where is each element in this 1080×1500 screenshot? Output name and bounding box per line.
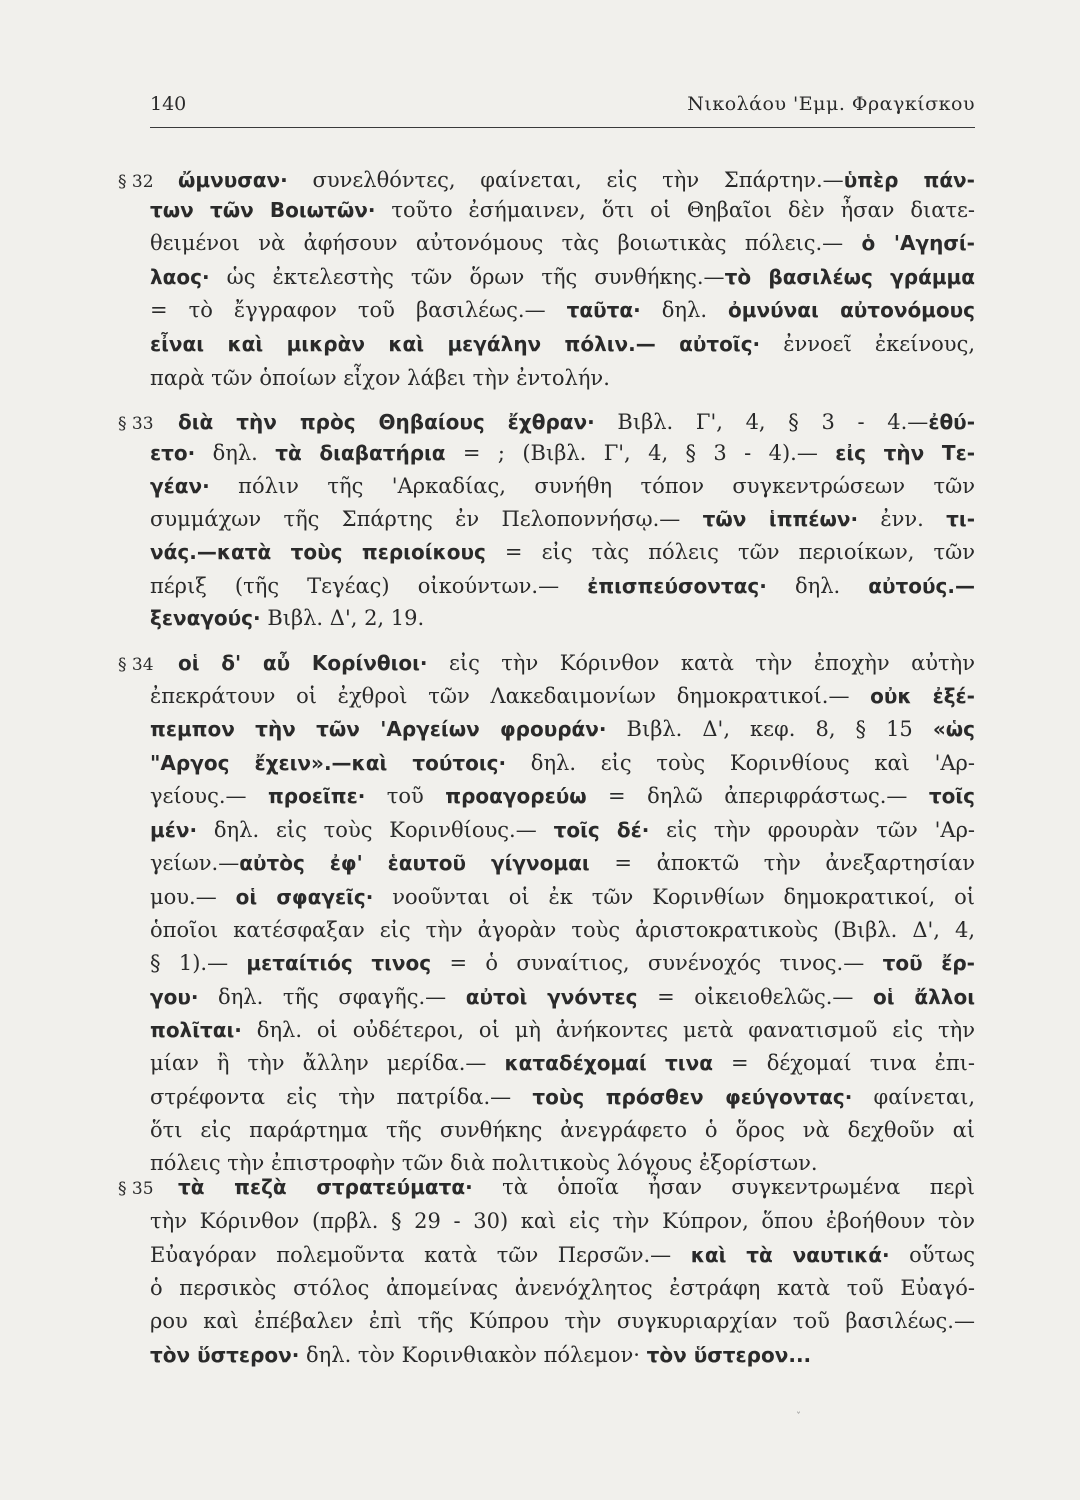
text-line xyxy=(150,1309,975,1333)
text-line xyxy=(150,1151,975,1175)
gloss: = ἀποκτῶ τὴν ἀνεξαρτησίαν xyxy=(589,851,976,875)
gloss: γείων.— xyxy=(150,851,240,875)
gloss: Βιβλ. Δ', 2, 19. xyxy=(260,606,425,630)
lemma: αὐτοὶ γνόντες xyxy=(465,985,638,1009)
text-line xyxy=(178,410,975,434)
gloss: δηλ. xyxy=(766,574,869,598)
lemma: τοὺς πρόσθεν φεύγοντας· xyxy=(532,1085,853,1109)
text-line xyxy=(150,784,975,808)
pencil-mark: ˇ xyxy=(796,1412,801,1423)
lemma: τῶν ἱππέων· xyxy=(702,507,859,531)
text-line xyxy=(150,366,975,390)
gloss: δηλ. οἱ οὐδέτεροι, οἱ μὴ ἀνήκοντες μετὰ φανατισμοῦ εἰς τὴν xyxy=(241,1018,975,1042)
lemma: λαος· xyxy=(150,265,210,289)
gloss: μου.— xyxy=(150,885,236,909)
text-line xyxy=(150,851,975,875)
gloss: συνελθόντες, φαίνεται, εἰς τὴν Σπάρτην.— xyxy=(287,168,844,192)
gloss: παρὰ τῶν ὁποίων εἶχον λάβει τὴν ἐντολήν. xyxy=(150,366,610,390)
gloss: τὰ ὁποῖα ἦσαν συγκεντρωμένα περὶ xyxy=(472,1175,975,1199)
lemma: ὁ 'Αγησί- xyxy=(861,231,975,255)
gloss: νοοῦνται οἱ ἐκ τῶν Κορινθίων δημοκρατικοί, οἱ xyxy=(373,885,975,909)
text-line xyxy=(178,651,975,675)
gloss: ρου καὶ ἐπέβαλεν ἐπὶ τῆς Κύπρου τὴν συγκυριαρχίαν τοῦ βασιλέως.— xyxy=(150,1309,975,1333)
text-line xyxy=(150,507,975,531)
gloss: τοῦ xyxy=(365,784,446,808)
lemma: εἰς τὴν Τε- xyxy=(835,441,976,465)
text-line xyxy=(150,265,975,289)
gloss: ὅτι εἰς παράρτημα τῆς συνθήκης ἀνεγράφετο ὁ ὅρος νὰ δεχθοῦν αἱ xyxy=(150,1118,975,1142)
text-line xyxy=(150,231,975,255)
lemma: ταῦτα· xyxy=(566,298,641,322)
lemma: ὤμνυσαν· xyxy=(178,168,288,192)
page-number: 140 xyxy=(150,93,187,115)
gloss: εἰς τὴν Κόρινθον κατὰ τὴν ἐποχὴν αὐτὴν xyxy=(427,651,975,675)
gloss: δηλ. εἰς τοὺς Κορινθίους καὶ 'Αρ- xyxy=(506,751,975,775)
gloss: ἐπεκράτουν οἱ ἐχθροὶ τῶν Λακεδαιμονίων δημοκρατικοί.— xyxy=(150,684,871,708)
gloss: στρέφοντα εἰς τὴν πατρίδα.— xyxy=(150,1085,533,1109)
lemma: τι- xyxy=(946,507,975,531)
text-line xyxy=(150,985,975,1009)
gloss: § 1).— xyxy=(150,951,247,975)
lemma: ἐπισπεύσοντας· xyxy=(587,574,767,598)
text-line xyxy=(150,1343,975,1367)
lemma: ὑπὲρ πάν- xyxy=(843,168,975,192)
gloss: ὁποῖοι κατέσφαξαν εἰς τὴν ἀγορὰν τοὺς ἀριστοκρατικοὺς (Βιβλ. Δ', 4, xyxy=(150,918,975,942)
text-line xyxy=(150,474,975,498)
lemma: εἶναι καὶ μικρὰν καὶ μεγάλην πόλιν.— αὐτοῖς· xyxy=(150,332,761,356)
lemma: ξεναγούς· xyxy=(150,606,261,630)
section-number: § 35 xyxy=(118,1179,154,1199)
page-header xyxy=(150,93,975,128)
gloss: = δηλῶ ἀπεριφράστως.— xyxy=(586,784,929,808)
text-line xyxy=(150,540,975,564)
lemma: μεταίτιός τινος xyxy=(246,951,432,975)
lemma: ὀμνύναι αὐτονόμους xyxy=(728,298,975,322)
text-line xyxy=(150,1209,975,1233)
gloss: γείους.— xyxy=(150,784,268,808)
lemma: πεμπον τὴν τῶν 'Αργείων φρουράν· xyxy=(150,717,607,741)
lemma: προαγορεύω xyxy=(445,784,587,808)
text-line xyxy=(150,818,975,842)
gloss: τὴν Κόρινθον (πρβλ. § 29 - 30) καὶ εἰς τὴν Κύπρον, ὅπου ἐβοήθουν τὸν xyxy=(150,1209,975,1233)
gloss: δηλ. εἰς τοὺς Κορινθίους.— xyxy=(197,818,554,842)
gloss: μίαν ἢ τὴν ἄλλην μερίδα.— xyxy=(150,1051,505,1075)
lemma: οἱ σφαγεῖς· xyxy=(235,885,374,909)
lemma: οὐκ ἐξέ- xyxy=(870,684,975,708)
gloss: = ὁ συναίτιος, συνένοχός τινος.— xyxy=(431,951,883,975)
running-head: Νικολάου 'Εμμ. Φραγκίσκου xyxy=(687,93,975,115)
text-line xyxy=(150,1276,975,1300)
lemma: καταδέχομαί τινα xyxy=(504,1051,713,1075)
section-number: § 32 xyxy=(118,172,154,192)
gloss: τοῦτο ἐσήμαινεν, ὅτι οἱ Θηβαῖοι δὲν ἦσαν διατε- xyxy=(375,198,975,222)
lemma: οἱ ἄλλοι xyxy=(873,985,975,1009)
section-number: § 34 xyxy=(118,655,154,675)
text-line xyxy=(150,198,975,222)
text-line xyxy=(150,951,975,975)
text-line xyxy=(150,717,975,741)
text-line xyxy=(178,1175,975,1199)
text-line xyxy=(150,441,975,465)
gloss: ἐνν. xyxy=(858,507,947,531)
lemma: ετο· xyxy=(150,441,196,465)
gloss: πόλεις τὴν ἐπιστροφὴν τῶν διὰ πολιτικοὺς λόγους ἐξορίστων. xyxy=(150,1151,818,1175)
gloss: θειμένοι νὰ ἀφήσουν αὐτονόμους τὰς βοιωτικὰς πόλεις.— xyxy=(150,231,862,255)
gloss: ὡς ἐκτελεστὴς τῶν ὅρων τῆς συνθήκης.— xyxy=(209,265,725,289)
lemma: γου· xyxy=(150,985,199,1009)
text-line xyxy=(150,918,975,942)
lemma: καὶ τὰ ναυτικά· xyxy=(690,1243,890,1267)
gloss: Εὐαγόραν πολεμοῦντα κατὰ τῶν Περσῶν.— xyxy=(150,1243,691,1267)
gloss: δηλ. τῆς σφαγῆς.— xyxy=(198,985,466,1009)
lemma: των τῶν Βοιωτῶν· xyxy=(150,198,376,222)
gloss: οὕτως xyxy=(889,1243,975,1267)
gloss: = δέχομαί τινα ἐπι- xyxy=(712,1051,975,1075)
lemma: τὰ πεζὰ στρατεύματα· xyxy=(178,1175,473,1199)
lemma: νάς.—κατὰ τοὺς περιοίκους xyxy=(150,540,486,564)
gloss: = εἰς τὰς πόλεις τῶν περιοίκων, τῶν xyxy=(485,540,975,564)
gloss: = ; (Βιβλ. Γ', 4, § 3 - 4).— xyxy=(445,441,836,465)
lemma: διὰ τὴν πρὸς Θηβαίους ἔχθραν· xyxy=(178,410,595,434)
gloss: ἐννοεῖ ἐκείνους, xyxy=(760,332,975,356)
lemma: τὸ βασιλέως γράμμα xyxy=(724,265,975,289)
text-line xyxy=(150,574,975,598)
text-line xyxy=(150,684,975,708)
lemma: μέν· xyxy=(150,818,198,842)
lemma: "Αργος ἔχειν».—καὶ τούτοις· xyxy=(150,751,507,775)
text-line xyxy=(150,1051,975,1075)
gloss: = τὸ ἔγγραφον τοῦ βασιλέως.— xyxy=(150,298,567,322)
lemma: προεῖπε· xyxy=(267,784,366,808)
text-line xyxy=(150,298,975,322)
gloss: = οἰκειοθελῶς.— xyxy=(637,985,873,1009)
lemma: οἱ δ' αὖ Κορίνθιοι· xyxy=(178,651,428,675)
gloss: Βιβλ. Δ', κεφ. 8, § 15 xyxy=(606,717,933,741)
text-line xyxy=(150,885,975,909)
gloss: εἰς τὴν φρουρὰν τῶν 'Αρ- xyxy=(649,818,976,842)
text-line xyxy=(150,332,975,356)
text-line xyxy=(150,1085,975,1109)
lemma: τὰ διαβατήρια xyxy=(275,441,446,465)
text-line xyxy=(150,606,975,630)
gloss: πέριξ (τῆς Τεγέας) οἰκούντων.— xyxy=(150,574,588,598)
lemma: ἐθύ- xyxy=(928,410,975,434)
gloss: δηλ. xyxy=(195,441,276,465)
gloss: ὁ περσικὸς στόλος ἀπομείνας ἀνενόχλητος ἐστράφη κατὰ τοῦ Εὐαγό- xyxy=(150,1276,975,1300)
text-line xyxy=(150,1243,975,1267)
text-line xyxy=(178,168,975,192)
gloss: δηλ. τὸν Κορινθιακὸν πόλεμον· xyxy=(299,1343,647,1367)
lemma: τοῖς δέ· xyxy=(553,818,650,842)
lemma: πολῖται· xyxy=(150,1018,242,1042)
lemma: τὸν ὕστερον· xyxy=(150,1343,300,1367)
text-line xyxy=(150,751,975,775)
section-number: § 33 xyxy=(118,414,154,434)
gloss: Βιβλ. Γ', 4, § 3 - 4.— xyxy=(594,410,929,434)
lemma: γέαν· xyxy=(150,474,210,498)
gloss: δηλ. xyxy=(640,298,729,322)
lemma: τοῖς xyxy=(928,784,975,808)
lemma: τὸν ὕστερον... xyxy=(646,1343,812,1367)
lemma: «ὡς xyxy=(932,717,975,741)
lemma: αὐτὸς ἐφ' ἑαυτοῦ γίγνομαι xyxy=(239,851,590,875)
text-line xyxy=(150,1118,975,1142)
gloss: συμμάχων τῆς Σπάρτης ἐν Πελοποννήσῳ.— xyxy=(150,507,703,531)
lemma: αὐτούς.— xyxy=(868,574,975,598)
gloss: φαίνεται, xyxy=(852,1085,976,1109)
text-line xyxy=(150,1018,975,1042)
gloss: πόλιν τῆς 'Αρκαδίας, συνήθη τόπον συγκεντρώσεων τῶν xyxy=(209,474,975,498)
lemma: τοῦ ἔρ- xyxy=(882,951,975,975)
